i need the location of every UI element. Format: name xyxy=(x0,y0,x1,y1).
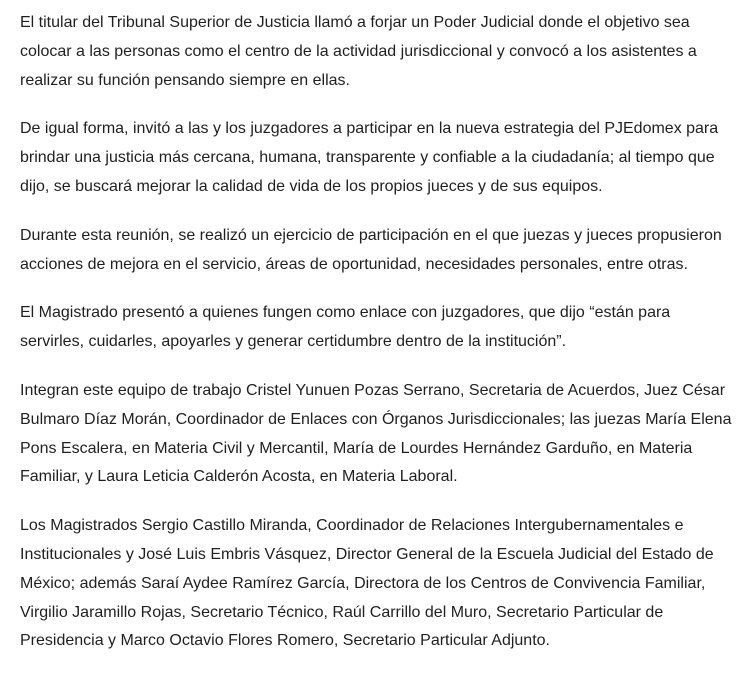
paragraph-3 xyxy=(20,222,740,280)
paragraph-2 xyxy=(20,115,740,201)
text-line: De igual forma, invitó a las y los juzgadores a participar en la nueva estrategia del PJEdomex para xyxy=(20,120,719,138)
text-line: El Magistrado presentó a quienes fungen como enlace con juzgadores, que dijo “están para xyxy=(20,304,671,322)
text-line: Virgilio Jaramillo Rojas, Secretario Técnico, Raúl Carrillo del Muro, Secretario Particular de xyxy=(20,603,664,621)
paragraph-1 xyxy=(20,9,740,95)
text-line: Presidencia y Marco Octavio Flores Romero, Secretario Particular Adjunto. xyxy=(20,632,550,650)
text-line: servirles, cuidarles, apoyarles y generar certidumbre dentro de la institución”. xyxy=(20,333,567,351)
text-line: México; además Saraí Aydee Ramírez García, Directora de los Centros de Convivencia Familiar, xyxy=(20,574,706,592)
text-line: dijo, se buscará mejorar la calidad de vida de los propios jueces y de sus equipos. xyxy=(20,177,603,195)
paragraph-4 xyxy=(20,299,740,357)
text-line: colocar a las personas como el centro de la actividad jurisdiccional y convocó a los asistentes a xyxy=(20,42,697,60)
text-line: Bulmaro Díaz Morán, Coordinador de Enlaces con Órganos Jurisdiccionales; las juezas María Elena xyxy=(20,410,732,428)
text-line: Institucionales y José Luis Embris Vásquez, Director General de la Escuela Judicial del Estado de xyxy=(20,545,714,563)
text-line: Integran este equipo de trabajo Cristel Yunuen Pozas Serrano, Secretaria de Acuerdos, Juez César xyxy=(20,381,726,399)
text-line: El titular del Tribunal Superior de Justicia llamó a forjar un Poder Judicial donde el objetivo sea xyxy=(20,14,690,31)
paragraph-5 xyxy=(20,377,740,492)
text-line: realizar su función pensando siempre en ellas. xyxy=(20,71,350,89)
text-line: Familiar, y Laura Leticia Calderón Acosta, en Materia Laboral. xyxy=(20,468,458,486)
text-line: Los Magistrados Sergio Castillo Miranda, Coordinador de Relaciones Intergubernamentales e xyxy=(20,517,684,535)
text-line: brindar una justicia más cercana, humana, transparente y confiable a la ciudadanía; al tiempo que xyxy=(20,149,715,167)
text-line: Pons Escalera, en Materia Civil y Mercantil, María de Lourdes Hernández Garduño, en Materia xyxy=(20,439,693,457)
paragraph-6 xyxy=(20,512,740,656)
text-line: acciones de mejora en el servicio, áreas de oportunidad, necesidades personales, entre otras. xyxy=(20,255,688,273)
text-line: Durante esta reunión, se realizó un ejercicio de participación en el que juezas y jueces propusieron xyxy=(20,226,722,244)
